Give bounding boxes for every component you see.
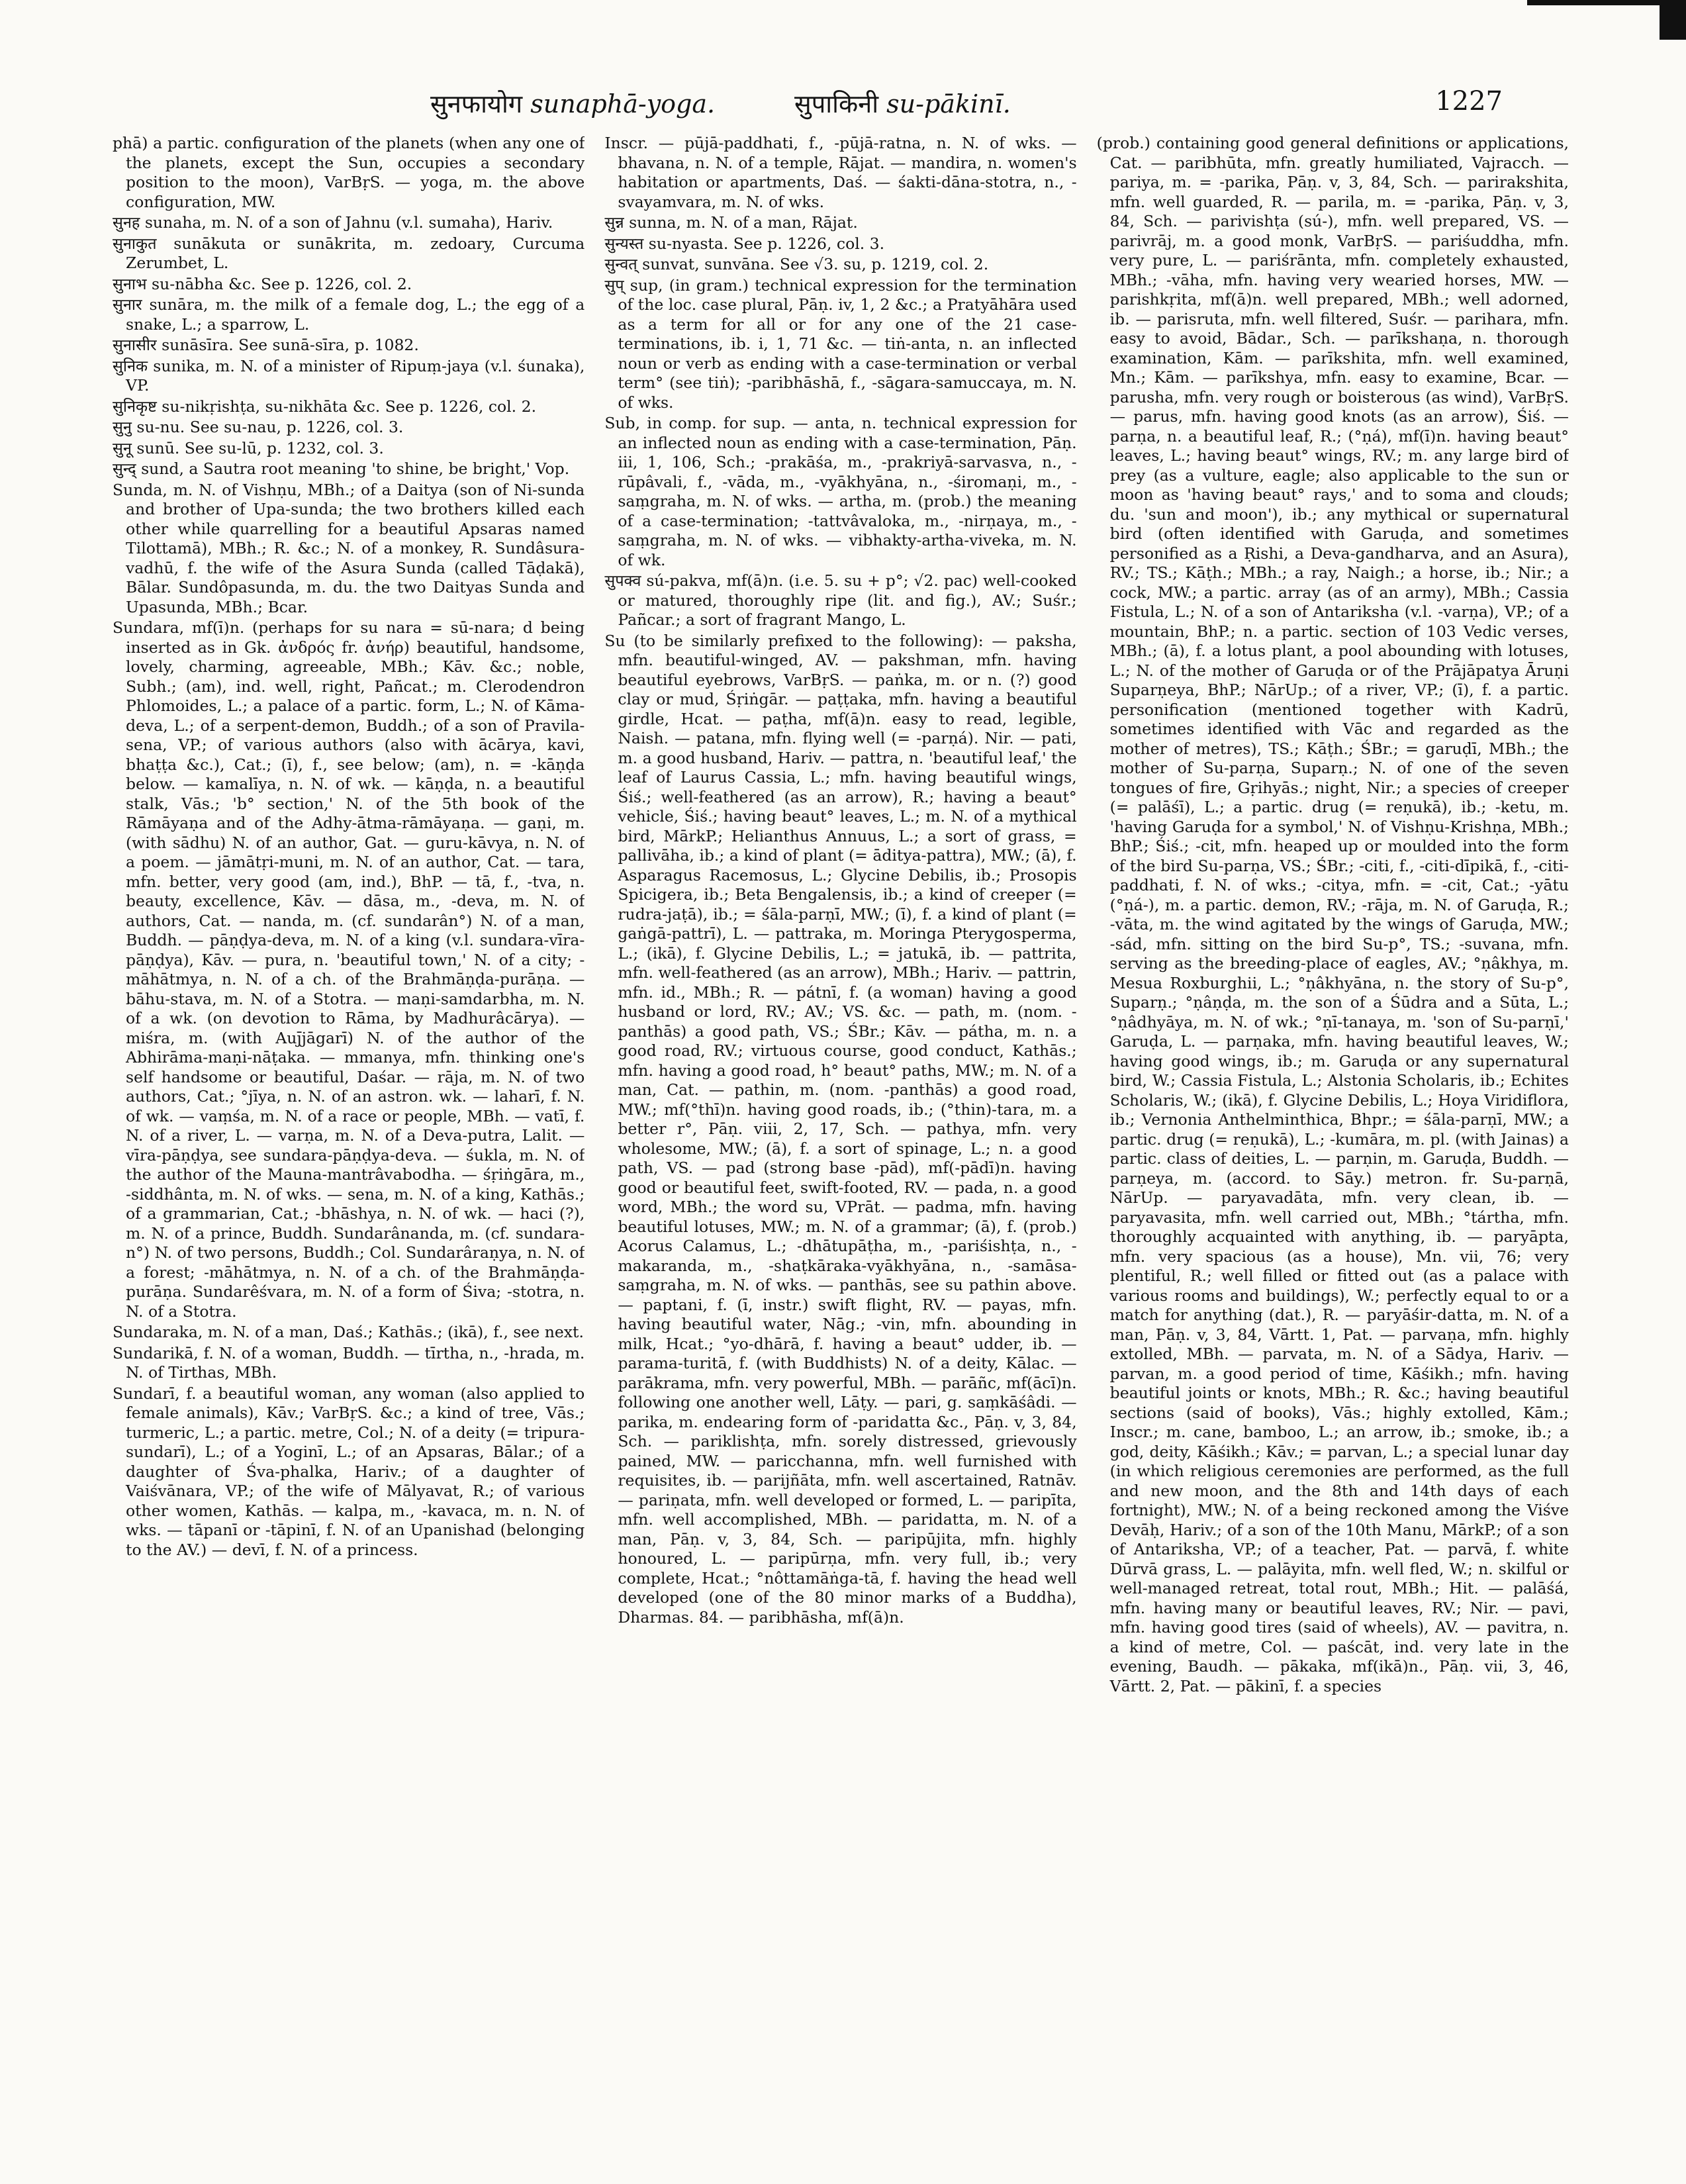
dictionary-entry: सुनिक sunika, m. N. of a minister of Ripuṃ-jaya (v.l. śunaka), VP. (113, 356, 585, 395)
dictionary-entry: सुनह sunaha, m. N. of a son of Jahnu (v.l. sumaha), Hariv. (113, 213, 553, 232)
dictionary-entry: सुनासीर sunāsīra. See sunā-sīra, p. 1082. (113, 336, 419, 354)
header-left-roman: sunaphā-yoga. (530, 89, 716, 119)
header-right-headword (794, 86, 1011, 120)
scan-edge-mark (1660, 0, 1686, 40)
page-header (172, 86, 1503, 126)
column-3 (1097, 132, 1569, 2138)
dictionary-entry: Sunda, m. N. of Vishṇu, MBh.; of a Daitya (son of Ni-sunda and brother of Upa-sunda; the two brothers killed each other while quarrelling for a beautiful Apsaras named Tilottamā), MBh.; R. &c.; N. of a monkey, R. Sundâsura-vadhū, f. the wife of the Asura Sunda (called Tāḍakā), Bālar. Sundôpasunda, m. du. the two Daityas Sunda and Upasunda, MBh.; Bcar. (113, 480, 585, 616)
header-right-roman: su-pākinī. (886, 89, 1011, 119)
dictionary-entry: सुन्न sunna, m. N. of a man, Rājat. (604, 213, 858, 232)
dictionary-entry: Su (to be similarly prefixed to the following): — paksha, mfn. beautiful-winged, AV. — pakshman, mfn. having beautiful eyebrows, VarBṛS. — paṅka, m. or n. (?) good clay or mud, Śṛiṅgār. — paṭṭaka, mfn. having a beautiful girdle, Hcat. — paṭha, mf(ā)n. easy to read, legible, Naish. — patana, mfn. flying well (= -parṇá). Nir. — pati, m. a good husband, Hariv. — pattra, n. 'beautiful leaf,' the leaf of Laurus Cassia, L.; mfn. having beautiful wings, Śiś.; well-feathered (as an arrow), R.; having a beaut° vehicle, Śiś.; having beaut° leaves, L.; m. N. of a mythical bird, MārkP.; Helianthus Annuus, L.; a sort of grass, = pallivāha, ib.; a kind of plant (= āditya-pattra), MW.; (ā), f. Asparagus Racemosus, L.; Glycine Debilis, ib.; Prosopis Spicigera, ib.; Beta Bengalensis, ib.; a kind of creeper (= rudra-jaṭā), ib.; = śāla-parṇī, MW.; (ī), f. a kind of plant (= gaṅgā-pattrī), L. — pattraka, m. Moringa Pterygosperma, L.; (ikā), f. Glycine Debilis, L.; = jatukā, ib. — pattrita, mfn. well-feathered (as an arrow), MBh.; Hariv. — pattrin, mfn. id., MBh.; R. — pátnī, f. (a woman) having a good husband or lord, RV.; AV.; VS. &c. — path, m. (nom. -panthās) a good path, VS.; ŚBr.; Kāv. — pátha, m. n. a good road, RV.; virtuous course, good conduct, Kathās.; mfn. having a good road, h° beaut° paths, MW.; m. N. of a man, Cat. — pathin, m. (nom. -panthās) a good road, MW.; mf(°thī)n. having good roads, ib.; (°thin)-tara, m. a better r°, Pāṇ. viii, 2, 17, Sch. — pathya, mfn. very wholesome, MW.; (ā), f. a sort of spinage, L.; n. a good path, VS. — pad (strong base -pād), mf(-pādī)n. having good or beautiful feet, swift-footed, RV. — pada, n. a good word, MBh.; the word su, VPrāt. — padma, mfn. having beautiful lotuses, MW.; m. N. of a grammar; (ā), f. (prob.) Acorus Calamus, L.; -dhātupāṭha, m., -pariśishṭa, n., -makaranda, m., -shaṭkāraka-vyākhyāna, n., -samāsa-saṃgraha, m. N. of wks. — panthās, see su pathin above. — paptani, f. (ī, instr.) swift flight, RV. — payas, mfn. having beautiful water, Nāg.; -vin, mfn. abounding in milk, Hcat.; °yo-dhārā, f. having a beaut° udder, ib. — parama-turitā, f. (with Buddhists) N. of a deity, Kālac. — parākrama, mfn. very powerful, MBh. — parāñc, mf(ācī)n. following one another well, Lāṭy. — pari, g. saṃkāśâdi. — parika, m. endearing form of -paridatta &c., Pāṇ. v, 3, 84, Sch. — pariklishṭa, mfn. sorely distressed, grievously pained, MW. — paricchanna, mfn. well furnished with requisites, ib. — parijñāta, mfn. well ascertained, Ratnāv. — pariṇata, mfn. well developed or formed, L. — paripīta, mfn. well accomplished, MBh. — paridatta, m. N. of a man, Pāṇ. v, 3, 84, Sch. — paripūjita, mfn. highly honoured, L. — paripūrṇa, mfn. very full, ib.; very complete, Hcat.; °nôttamāṅga-tā, f. having the head well developed (one of the 80 minor marks of a Buddha), Dharmas. 84. — paribhāsha, mf(ā)n. (604, 631, 1077, 1627)
column-2 (604, 132, 1076, 2138)
dictionary-entry: सुनु su-nu. See su-nau, p. 1226, col. 3. (113, 418, 404, 436)
dictionary-entry: सुनू sunū. See su-lū, p. 1232, col. 3. (113, 438, 384, 457)
header-left-devanagari: सुनफायोग (430, 89, 523, 119)
dictionary-entry: Inscr. — pūjā-paddhati, f., -pūjā-ratna, n. N. of wks. — bhavana, n. N. of a temple, Rājat. — mandira, n. women's habitation or apartments, Daś. — śakti-dāna-stotra, n., -svayamvara, m. N. of wks. (604, 134, 1077, 211)
header-right-devanagari: सुपाकिनी (794, 89, 879, 119)
page-number: 1227 (1435, 86, 1503, 117)
dictionary-entry: Sub, in comp. for sup. — anta, n. technical expression for an inflected noun as ending with a case-termination, Pāṇ. iii, 1, 106, Sch.; -prakāśa, m., -prakriyā-sarvasva, n., -rūpâvali, f., -vāda, m., -vyākhyāna, n., -śiromaṇi, m., -saṃgraha, m. N. of wks. — artha, m. (prob.) the meaning of a case-termination; -tattvâvaloka, m., -nirṇaya, m., -saṃgraha, m. N. of wks. — vibhakty-artha-viveka, m. N. of wk. (604, 414, 1077, 569)
dictionary-entry: Sundaraka, m. N. of a man, Daś.; Kathās.; (ikā), f., see next. (113, 1323, 584, 1341)
dictionary-entry: सुप् sup, (in gram.) technical expression for the termination of the loc. case plural, Pāṇ. iv, 1, 2 &c.; a Pratyāhāra used as a term for all or for any one of the 21 case-terminations, ib. i, 1, 71 &c. — tiṅ-anta, n. an inflected noun or verb as ending with a case-termination or verbal term° (see tiṅ); -paribhāshā, f., -sāgara-samuccaya, m. N. of wks. (604, 275, 1077, 412)
dictionary-entry: सुनाभ su-nābha &c. See p. 1226, col. 2. (113, 274, 412, 293)
dictionary-entry: सुपक्व sú-pakva, mf(ā)n. (i.e. 5. su + p°; √2. pac) well-cooked or matured, thoroughly ripe (lit. and fig.), AV.; Suśr.; Pañcar.; a sort of fragrant Mango, L. (604, 571, 1077, 629)
dictionary-entry: सुन्यस्त su-nyasta. See p. 1226, col. 3. (604, 234, 885, 253)
dictionary-entry: सुनार sunāra, m. the milk of a female dog, L.; the egg of a snake, L.; a sparrow, L. (113, 295, 585, 334)
dictionary-columns (113, 132, 1569, 2138)
dictionary-entry: सुन्वत् sunvat, sunvāna. See √3. su, p. 1219, col. 2. (604, 255, 989, 273)
dictionary-entry: (prob.) containing good general definitions or applications, Cat. — paribhūta, mfn. greatly humiliated, Vajracch. — pariya, m. = -parika, Pāṇ. v, 3, 84, Sch. — parirakshita, mfn. well guarded, R. — parila, m. = -parika, Pāṇ. v, 3, 84, Sch. — parivishṭa (sú-), mfn. well prepared, VS. — parivrāj, m. a good monk, VarBṛS. — pariśuddha, mfn. very pure, L. — pariśrānta, mfn. completely exhausted, MBh.; -vāha, mfn. having very wearied horses, MW. — parishkṛita, mf(ā)n. well prepared, MBh.; well adorned, ib. — parisruta, mfn. well filtered, Suśr. — parihara, mfn. easy to avoid, Bādar., Sch. — parīkshaṇa, n. thorough examination, Kām. — parīkshita, mfn. well examined, Mn.; Kām. — parīkshya, mfn. easy to examine, Bcar. — parusha, mfn. very rough or boisterous (as wind), VarBṛS. — parus, mfn. having good knots (as an arrow), Śiś. — parṇa, n. a beautiful leaf, R.; (°ṇá), mf(ī)n. having beaut° leaves, L.; having beaut° wings, RV.; m. any large bird of prey (as a vulture, eagle; also applicable to the sun or moon as 'having beaut° rays,' and to soma and clouds; du. 'sun and moon'), ib.; any mythical or supernatural bird (often identified with Garuḍa, and sometimes personified as a Ṛishi, a Deva-gandharva, and an Asura), RV.; TS.; Kāṭh.; MBh.; a ray, Naigh.; a horse, ib.; Nir.; a cock, MW.; a partic. array (as of an army), MBh.; Cassia Fistula, L.; N. of a son of Antariksha (v.l. -varṇa), VP.; of a mountain, BhP.; n. a partic. section of 103 Vedic verses, MBh.; (ā), f. a lotus plant, a pool abounding with lotuses, L.; N. of the mother of Garuḍa or of the Prājāpatya Āruṇi Suparṇeya, BhP.; NārUp.; of a river, VP.; (ī), f. a partic. personification (mentioned together with Kadrū, sometimes identified with Vāc and regarded as the mother of metres), TS.; Kāṭh.; ŚBr.; = garuḍī, MBh.; the mother of Su-parṇa, Suparṇ.; N. of one of the seven tongues of fire, Gṛihyās.; night, Nir.; a species of creeper (= palāśī), L.; a partic. drug (= reṇukā), ib.; -ketu, m. 'having Garuḍa for a symbol,' N. of Vishṇu-Krishṇa, MBh.; BhP.; Śiś.; -cit, mfn. heaped up or moulded into the form of the bird Su-parṇa, VS.; ŚBr.; -citi, f., -citi-dīpikā, f., -citi-paddhati, f. N. of wks.; -citya, mfn. = -cit, Cat.; -yātu (°ṇá-), m. a partic. demon, RV.; -rāja, m. N. of Garuḍa, R.; -vāta, m. the wind agitated by the wings of Garuḍa, MW.; -sád, mfn. sitting on the bird Su-p°, TS.; -suvana, mfn. serving as the breeding-place of eagles, AV.; °ṇâkhya, m. Mesua Roxburghii, L.; °ṇâkhyāna, n. the story of Su-p°, Suparṇ.; °ṇâṇḍa, m. the son of a Śūdra and a Sūta, L.; °ṇâdhyāya, m. N. of wk.; °ṇī-tanaya, m. 'son of Su-parṇī,' Garuḍa, L. — parṇaka, mfn. having beautiful leaves, W.; having good wings, ib.; m. Garuḍa or any supernatural bird, W.; Cassia Fistula, L.; Alstonia Scholaris, ib.; Echites Scholaris, W.; (ikā), f. Glycine Debilis, L.; Hoya Viridiflora, ib.; Vernonia Anthelminthica, Bhpr.; = śāla-parṇī, MW.; a partic. drug (= reṇukā), L.; -kumāra, m. pl. (with Jainas) a partic. class of deities, L. — parṇin, m. Garuḍa, Buddh. — parṇeya, m. (accord. to Sāy.) metron. fr. Su-parṇā, NārUp. — paryavadāta, mfn. very clean, ib. — paryavasita, mfn. well carried out, MBh.; °tártha, mfn. thoroughly acquainted with anything, ib. — paryāpta, mfn. very spacious (as a house), Mn. vii, 76; very plentiful, R.; well filled or fitted out (as a palace with various rooms and buildings), W.; perfectly equal to or a match for anything (dat.), R. — paryāśir-datta, m. N. of a man, Pāṇ. v, 3, 84, Vārtt. 1, Pat. — parvaṇa, mfn. highly extolled, MBh. — parvata, m. N. of a Sādya, Hariv. — parvan, m. a good period of time, Kāśikh.; mfn. having beautiful joints or knots, MBh.; R. &c.; having beautiful sections (said of books), Vās.; highly extolled, Kām.; Inscr.; m. cane, bamboo, L.; an arrow, ib.; smoke, ib.; a god, deity, Kāśikh.; Kāv.; = parvan, L.; a special lunar day (in which religious ceremonies are performed, as the full and new moon, and the 8th and 14th days of each fortnight), MW.; N. of a being reckoned among the Viśve Devāḥ, Hariv.; of a son of the 10th Manu, MārkP.; of a son of Antariksha, VP.; of a teacher, Pat. — parvā, f. white Dūrvā grass, L. — palāyita, mfn. well fled, W.; n. skilful or well-managed retreat, total rout, MBh.; Hit. — palāśá, mfn. having many or beautiful leaves, RV.; Nir. — pavi, mfn. having good tires (said of wheels), AV. — pavitra, n. a kind of metre, Col. — paścāt, ind. very late in the evening, Baudh. — pākaka, mf(ikā)n., Pāṇ. vii, 3, 46, Vārtt. 2, Pat. — pākinī, f. a species (1096, 134, 1569, 1695)
dictionary-entry: Sundarikā, f. N. of a woman, Buddh. — tīrtha, n., -hrada, m. N. of Tirthas, MBh. (113, 1343, 585, 1382)
dictionary-entry: Sundara, mf(ī)n. (perhaps for su nara = sū-nara; d being inserted as in Gk. ἀνδρός fr. ἀνήρ) beautiful, handsome, lovely, charming, agreeable, MBh.; Kāv. &c.; noble, Subh.; (am), ind. well, right, Pañcat.; m. Clerodendron Phlomoides, L.; a palace of a partic. form, L.; N. of Kāma-deva, L.; of a serpent-demon, Buddh.; of a son of Pravila-sena, VP.; of various authors (also with ācārya, kavi, bhaṭṭa &c.), Cat.; (ī), f., see below; (am), n. = -kāṇḍa below. — kamalīya, n. N. of wk. — kāṇḍa, n. a beautiful stalk, Vās.; 'b° section,' N. of the 5th book of the Rāmāyaṇa and of the Adhy-ātma-rāmāyaṇa. — gaṇi, m. (with sādhu) N. of an author, Gat. — guru-kāvya, n. N. of a poem. — jāmātṛi-muni, m. N. of an author, Cat. — tara, mfn. better, very good (am, ind.), BhP. — tā, f., -tva, n. beauty, excellence, Kāv. — dāsa, m., -deva, m. N. of authors, Cat. — nanda, m. (cf. sundarân°) N. of a man, Buddh. — pāṇḍya-deva, m. N. of a king (v.l. sundara-vīra-pāṇḍya), Kāv. — pura, n. 'beautiful town,' N. of a city; -māhātmya, n. N. of a ch. of the Brahmāṇḍa-purāṇa. — bāhu-stava, m. N. of a Stotra. — maṇi-samdarbha, m. N. of a wk. (on devotion to Rāma, by Madhurâcārya). — miśra, m. (with Auj̄jāgarī) N. of the author of the Abhirāma-maṇi-nāṭaka. — mmanya, mfn. thinking one's self handsome or beautiful, Daśar. — rāja, m. N. of two authors, Cat.; °jīya, n. N. of an astron. wk. — laharī, f. N. of wk. — vaṃśa, m. N. of a race or people, MBh. — vatī, f. N. of a river, L. — varṇa, m. N. of a Deva-putra, Lalit. — vīra-pāṇḍya, see sundara-pāṇḍya-deva. — śukla, m. N. of the author of the Mauna-mantrâvabodha. — śṛiṅgāra, m., -siddhânta, m. N. of wks. — sena, m. N. of a king, Kathās.; of a grammarian, Cat.; -bhāshya, n. N. of wk. — haci (?), m. N. of a prince, Buddh. Sundarânanda, m. (cf. sundara-n°) N. of two persons, Buddh.; Col. Sundarâraṇya, n. N. of a forest; -māhātmya, n. N. of a ch. of the Brahmāṇḍa-purāṇa. Sundarêśvara, m. N. of a form of Śiva; -stotra, n. N. of a Stotra. (113, 618, 585, 1321)
scan-edge-bar (1527, 0, 1660, 5)
dictionary-entry: Sundarī, f. a beautiful woman, any woman (also applied to female animals), Kāv.; VarBṛS. &c.; a kind of tree, Vās.; turmeric, L.; a partic. metre, Col.; N. of a deity (= tripura-sundarī), L.; of a Yoginī, L.; of an Apsaras, Bālar.; of a daughter of Śva-phalka, Hariv.; of a daughter of Vaiśvānara, VP.; of the wife of Mālyavat, R.; of various other women, Kathās. — kalpa, m., -kavaca, m. n. N. of wks. — tāpanī or -tāpinī, f. N. of an Upanishad (belonging to the AV.) — devī, f. N. of a princess. (113, 1384, 585, 1559)
header-left-headword (430, 86, 715, 120)
dictionary-entry: सुन्द् sund, a Sautra root meaning 'to shine, be bright,' Vop. (113, 459, 570, 478)
column-1 (113, 132, 585, 2138)
dictionary-entry: सुनिकृष्ट su-nikṛishṭa, su-nikhāta &c. See p. 1226, col. 2. (113, 397, 537, 416)
dictionary-entry: phā) a partic. configuration of the planets (when any one of the planets, except the Sun, occupies a secondary position to the moon), VarBṛS. — yoga, m. the above configuration, MW. (113, 134, 585, 211)
dictionary-entry: सुनाकुत sunākuta or sunākrita, m. zedoary, Curcuma Zerumbet, L. (113, 234, 585, 272)
